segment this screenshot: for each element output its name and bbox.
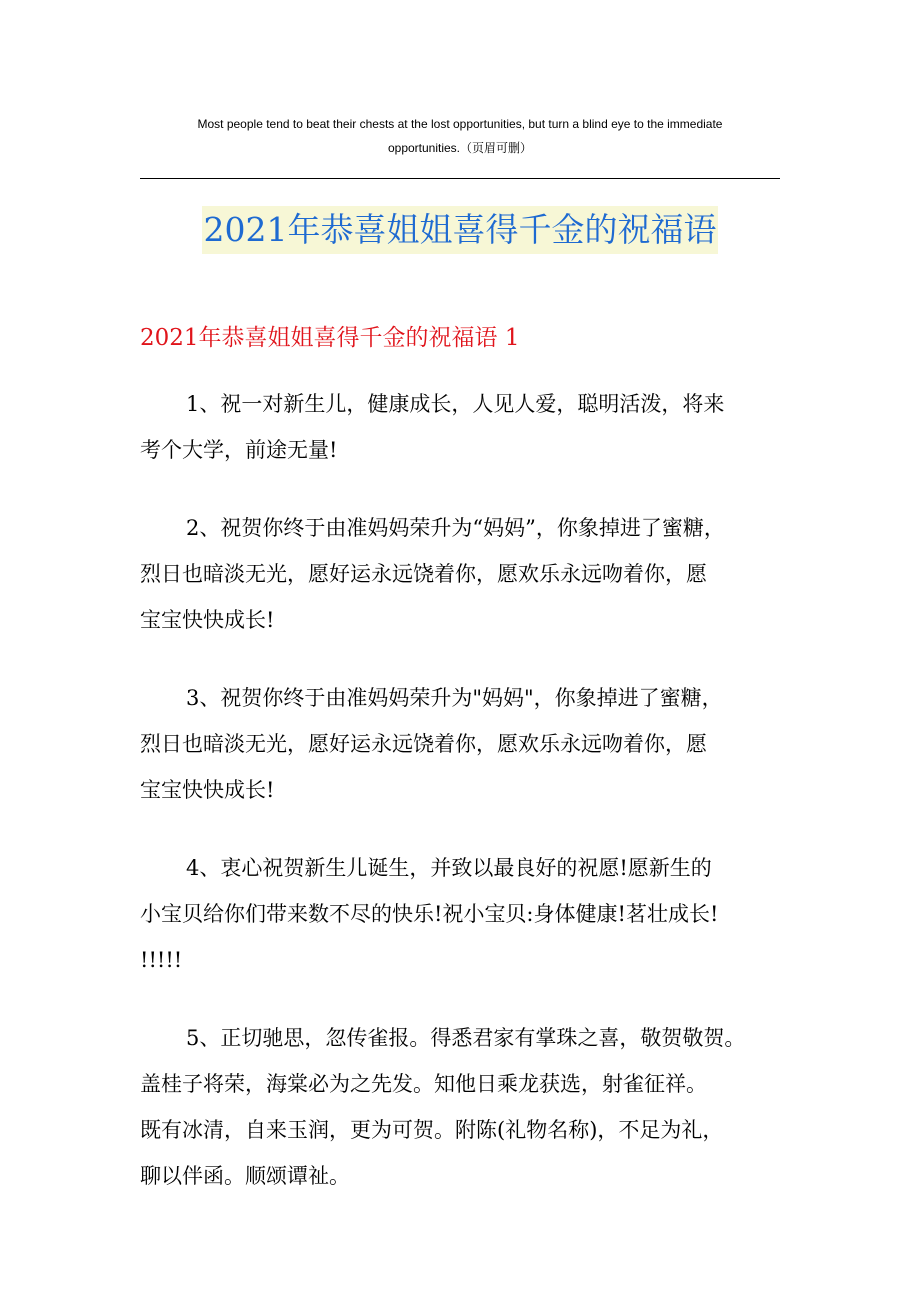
paragraph-4	[140, 845, 800, 983]
paragraph-line: 宝宝快快成长!	[140, 608, 275, 632]
section-heading: 2021年恭喜姐姐喜得千金的祝福语 1	[140, 325, 520, 351]
paragraph-line: 盖桂子将荣，海棠必为之先发。知他日乘龙获选，射雀征祥。	[140, 1072, 707, 1096]
paragraph-line: 5、正切驰思，忽传雀报。得悉君家有掌珠之喜，敬贺敬贺。	[186, 1026, 746, 1050]
paragraph-line: 3、祝贺你终于由准妈妈荣升为"妈妈"，你象掉进了蜜糖，	[186, 686, 723, 710]
document-title: 2021年恭喜姐姐喜得千金的祝福语	[202, 206, 719, 254]
header-quote-line-1: Most people tend to beat their chests at the lost opportunities, but turn a blind eye to the immediate	[197, 117, 723, 131]
paragraph-line: 既有冰清，自来玉润，更为可贺。附陈(礼物名称)，不足为礼，	[140, 1118, 724, 1142]
paragraph-line: 聊以伴函。顺颂谭祉。	[140, 1164, 350, 1188]
paragraph-line: 烈日也暗淡无光，愿好运永远饶着你，愿欢乐永远吻着你，愿	[140, 732, 707, 756]
paragraph-line: 4、衷心祝贺新生儿诞生，并致以最良好的祝愿!愿新生的	[186, 856, 712, 880]
paragraph-1	[140, 381, 800, 473]
header-divider	[140, 178, 780, 179]
paragraph-2	[140, 505, 800, 643]
header-quote-line-2: opportunities.（页眉可删）	[387, 141, 533, 155]
paragraph-3	[140, 675, 800, 813]
paragraph-line: 烈日也暗淡无光，愿好运永远饶着你，愿欢乐永远吻着你，愿	[140, 562, 707, 586]
paragraph-line: 1、祝一对新生儿，健康成长，人见人爱，聪明活泼，将来	[186, 392, 725, 416]
paragraph-line: 小宝贝给你们带来数不尽的快乐!祝小宝贝:身体健康!茗壮成长!	[140, 902, 719, 926]
paragraph-line: 2、祝贺你终于由准妈妈荣升为“妈妈”，你象掉进了蜜糖，	[186, 516, 725, 540]
paragraph-line: !!!!!	[140, 948, 183, 972]
document-title-wrapper	[0, 206, 920, 254]
paragraph-line: 宝宝快快成长!	[140, 778, 275, 802]
paragraph-line: 考个大学，前途无量!	[140, 438, 338, 462]
page-header	[140, 112, 780, 160]
document-body	[140, 381, 800, 1231]
paragraph-5	[140, 1015, 800, 1199]
